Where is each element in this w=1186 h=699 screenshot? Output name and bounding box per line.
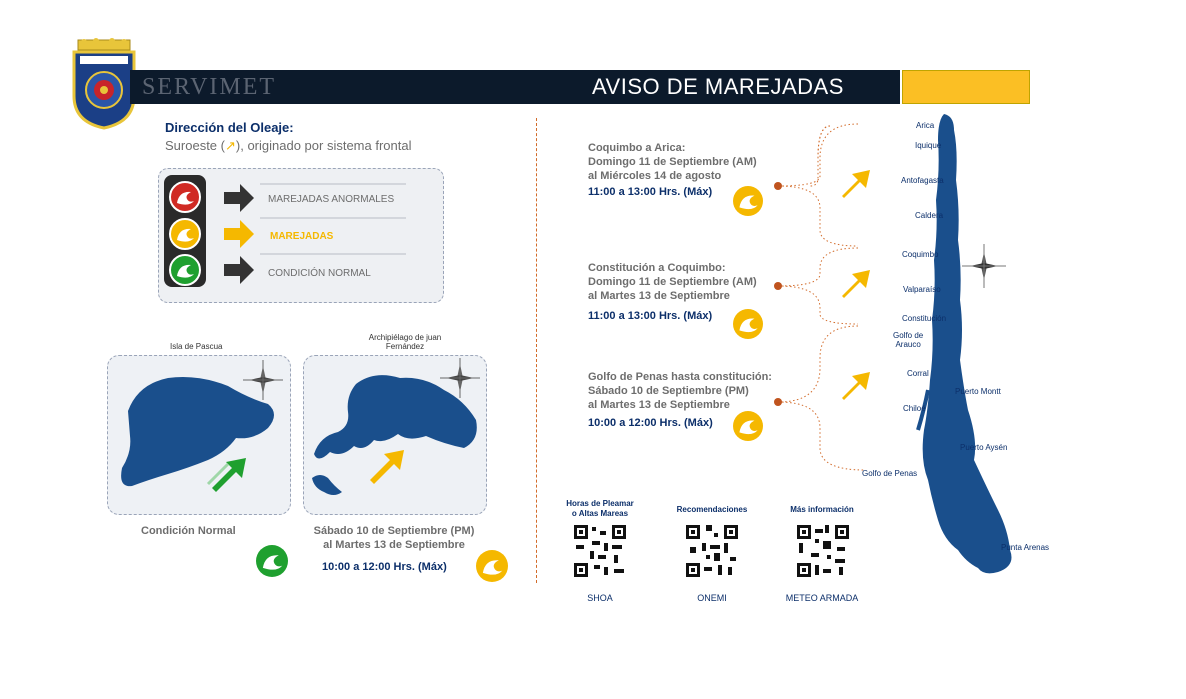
pascua-map — [107, 355, 291, 515]
jf-map — [303, 355, 487, 515]
yellow-arrow-icon — [842, 170, 870, 198]
jf-date-line1: Sábado 10 de Septiembre (PM) — [313, 525, 475, 537]
jf-date-line2: al Martes 13 de Septiembre — [323, 539, 465, 551]
map-label-antofagasta: Antofagasta — [901, 176, 944, 185]
yellow-arrow-icon — [370, 450, 404, 484]
brand-name: SERVIMET — [142, 74, 277, 100]
qr-code-shoa[interactable] — [572, 523, 628, 579]
zone3-time: 10:00 a 12:00 Hrs. (Máx) — [588, 417, 713, 429]
qr-title-shoa — [560, 499, 640, 519]
zone1-line2: Domingo 11 de Septiembre (AM) — [588, 156, 757, 168]
direction-arrow-icon: ↗ — [224, 138, 236, 153]
qr-label-onemi: ONEMI — [697, 593, 727, 603]
qr-label-meteo: METEO ARMADA — [785, 593, 859, 603]
map-label-puerto-montt: Puerto Montt — [955, 387, 1001, 396]
direction-suffix: ), originado por sistema frontal — [235, 138, 412, 153]
vertical-divider — [536, 118, 537, 583]
map-label-valparaiso: Valparaíso — [903, 285, 941, 294]
map-label-iquique: Iquique — [915, 141, 942, 150]
qr-title-shoa-1: Horas de Pleamar — [566, 499, 634, 508]
qr-title-shoa-2: o Altas Mareas — [571, 509, 629, 518]
pascua-title: Isla de Pascua — [170, 342, 223, 351]
green-arrow-icon — [208, 458, 246, 492]
direction-text — [165, 138, 411, 154]
wave-icon-red — [169, 181, 201, 213]
zone2-time: 11:00 a 13:00 Hrs. (Máx) — [588, 310, 713, 322]
qr-label-shoa: SHOA — [587, 593, 613, 603]
jf-title — [340, 333, 470, 351]
yellow-arrow-icon — [842, 372, 870, 400]
pascua-status: Condición Normal — [141, 525, 236, 537]
zone3-line3: al Martes 13 de Septiembre — [588, 399, 730, 411]
legend-label-normal: CONDICIÓN NORMAL — [268, 268, 371, 279]
direction-prefix: Suroeste ( — [165, 138, 225, 153]
header-accent-box — [902, 70, 1030, 104]
map-label-caldera: Caldera — [915, 211, 944, 220]
page-title: AVISO DE MAREJADAS — [592, 74, 844, 99]
zone1-title: Coquimbo a Arica: — [588, 142, 686, 154]
legend-label-marejadas: MAREJADAS — [270, 231, 334, 242]
map-label-corral: Corral — [907, 369, 929, 378]
map-label-arauco-1: Golfo de — [893, 331, 924, 340]
wave-icon-green — [169, 254, 201, 286]
jf-time: 10:00 a 12:00 Hrs. (Máx) — [322, 561, 447, 573]
qr-title-onemi: Recomendaciones — [676, 505, 748, 514]
wave-icon-yellow — [733, 309, 763, 339]
jf-title-line1: Archipiélago de juan — [368, 333, 442, 342]
map-label-punta-arenas: Punta Arenas — [1001, 543, 1050, 552]
arrow-icon-dark — [224, 184, 254, 212]
arrow-icon-yellow — [224, 220, 254, 248]
map-label-puerto-aysen: Puerto Aysén — [960, 443, 1008, 452]
zone2-line2: Domingo 11 de Septiembre (AM) — [588, 276, 757, 288]
direction-label: Dirección del Oleaje: — [165, 120, 294, 135]
zone1-line3: al Miércoles 14 de agosto — [588, 170, 722, 182]
wave-icon-yellow — [169, 218, 201, 250]
zone3-title: Golfo de Penas hasta constitución: — [588, 371, 772, 383]
zone-connectors — [770, 118, 900, 478]
zone2-title: Constitución a Coquimbo: — [588, 262, 726, 274]
map-label-coquimbo: Coquimbo — [902, 250, 939, 259]
wave-icon-green — [256, 545, 288, 577]
qr-title-meteo: Más información — [790, 505, 854, 514]
map-label-constitucion: Constitución — [902, 314, 947, 323]
jf-title-line2: Fernández — [385, 342, 425, 351]
map-label-arica: Arica — [916, 121, 935, 130]
wave-icon-yellow — [733, 186, 763, 216]
map-label-arauco-2: Arauco — [895, 340, 921, 349]
wave-icon-yellow — [476, 550, 508, 582]
arrow-icon-dark — [224, 256, 254, 284]
compass-rose-icon — [962, 244, 1006, 288]
map-label-arauco — [893, 331, 923, 349]
zone3-line2: Sábado 10 de Septiembre (PM) — [588, 385, 749, 397]
qr-code-meteo[interactable] — [795, 523, 851, 579]
qr-code-onemi[interactable] — [684, 523, 740, 579]
map-label-chiloe: Chiloé — [903, 404, 926, 413]
yellow-arrow-icon — [842, 270, 870, 298]
legend-label-anormales: MAREJADAS ANORMALES — [268, 194, 395, 205]
map-label-golfo-penas: Golfo de Penas — [862, 469, 918, 478]
zone2-line3: al Martes 13 de Septiembre — [588, 290, 730, 302]
wave-icon-yellow — [733, 411, 763, 441]
compass-rose-icon — [243, 360, 283, 400]
zone1-time: 11:00 a 13:00 Hrs. (Máx) — [588, 186, 713, 198]
